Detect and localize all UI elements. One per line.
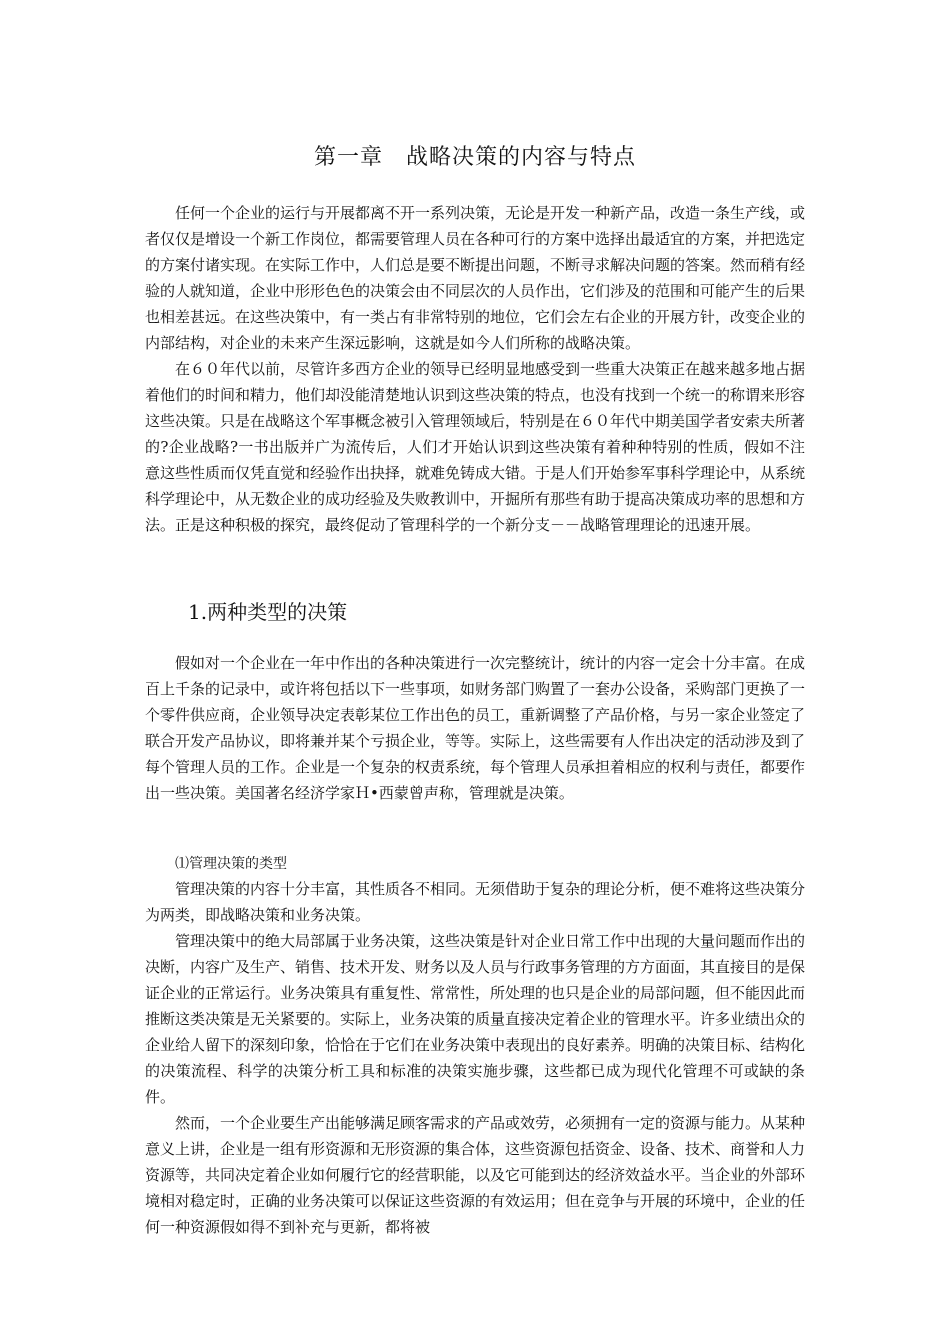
paragraph: 管理决策中的绝大局部属于业务决策，这些决策是针对企业日常工作中出现的大量问题而作出的决断，内容广及生产、销售、技术开发、财务以及人员与行政事务管理的方方面面，其直接目的是保证企业的正常运行。业务决策具有重复性、常常性，所处理的也只是企业的局部问题，但不能因此而推断这类决策是无关紧要的。实际上，业务决策的质量直接决定着企业的管理水平。许多业绩出众的企业给人留下的深刻印象，恰恰在于它们在业务决策中表现出的良好素养。明确的决策目标、结构化的决策流程、科学的决策分析工具和标准的决策实施步骤，这些都已成为现代化管理不可或缺的条件。 (145, 932, 806, 1106)
subsection-heading: ⑴管理决策的类型 (175, 856, 287, 872)
paragraph: 然而，一个企业要生产出能够满足顾客需求的产品或效劳，必须拥有一定的资源与能力。从某种意义上讲，企业是一组有形资源和无形资源的集合体，这些资源包括资金、设备、技术、商誉和人力资源等，共同决定着企业如何履行它的经营职能，以及它可能到达的经济效益水平。当企业的外部环境相对稳定时，正确的业务决策可以保证这些资源的有效运用；但在竞争与开展的环境中，企业的任何一种资源假如得不到补充与更新，都将被 (145, 1114, 806, 1236)
subsection-text (145, 876, 805, 1240)
paragraph: 在６０年代以前，尽管许多西方企业的领导已经明显地感受到一些重大决策正在越来越多地占据着他们的时间和精力，他们却没能清楚地认识到这些决策的特点，也没有找到一个统一的称谓来形容这些决策。只是在战略这个军事概念被引入管理领域后，特别是在６０年代中期美国学者安索夫所著的?企业战略?一书出版并广为流传后，人们才开始认识到这些决策有着种种特别的性质，假如不注意这些性质而仅凭直觉和经验作出抉择，就难免铸成大错。于是人们开始参军事科学理论中，从系统科学理论中，从无数企业的成功经验及失败教训中，开掘所有那些有助于提高决策成功率的思想和方法。正是这种积极的探究，最终促动了管理科学的一个新分支－－战略管理理论的迅速开展。 (145, 360, 806, 534)
paragraph: 任何一个企业的运行与开展都离不开一系列决策，无论是开发一种新产品，改造一条生产线，或者仅仅是增设一个新工作岗位，都需要管理人员在各种可行的方案中选择出最适宜的方案，并把选定的方案付诸实现。在实际工作中，人们总是要不断提出问题，不断寻求解决问题的答案。然而稍有经验的人就知道，企业中形形色色的决策会由不同层次的人员作出，它们涉及的范围和可能产生的后果也相差甚远。在这些决策中，有一类占有非常特别的地位，它们会左右企业的开展方针，改变企业的内部结构，对企业的未来产生深远影响，这就是如今人们所称的战略决策。 (145, 204, 806, 352)
intro-text (145, 200, 805, 538)
section-heading: 1.两种类型的决策 (188, 600, 348, 624)
paragraph: 管理决策的内容十分丰富，其性质各不相同。无须借助于复杂的理论分析，便不难将这些决策分为两类，即战略决策和业务决策。 (145, 880, 806, 924)
chapter-title: 第一章 战略决策的内容与特点 (313, 145, 636, 170)
paragraph: 假如对一个企业在一年中作出的各种决策进行一次完整统计，统计的内容一定会十分丰富。在成百上千条的记录中，或许将包括以下一些事项，如财务部门购置了一套办公设备，采购部门更换了一个零件供应商，企业领导决定表彰某位工作出色的员工，重新调整了产品价格，与另一家企业签定了联合开发产品协议，即将兼并某个亏损企业，等等。实际上，这些需要有人作出决定的活动涉及到了每个管理人员的工作。企业是一个复杂的权责系统，每个管理人员承担着相应的权利与责任，都要作出一些决策。美国著名经济学家Ｈ•西蒙曾声称，管理就是决策。 (145, 654, 806, 802)
section-text (145, 650, 805, 806)
